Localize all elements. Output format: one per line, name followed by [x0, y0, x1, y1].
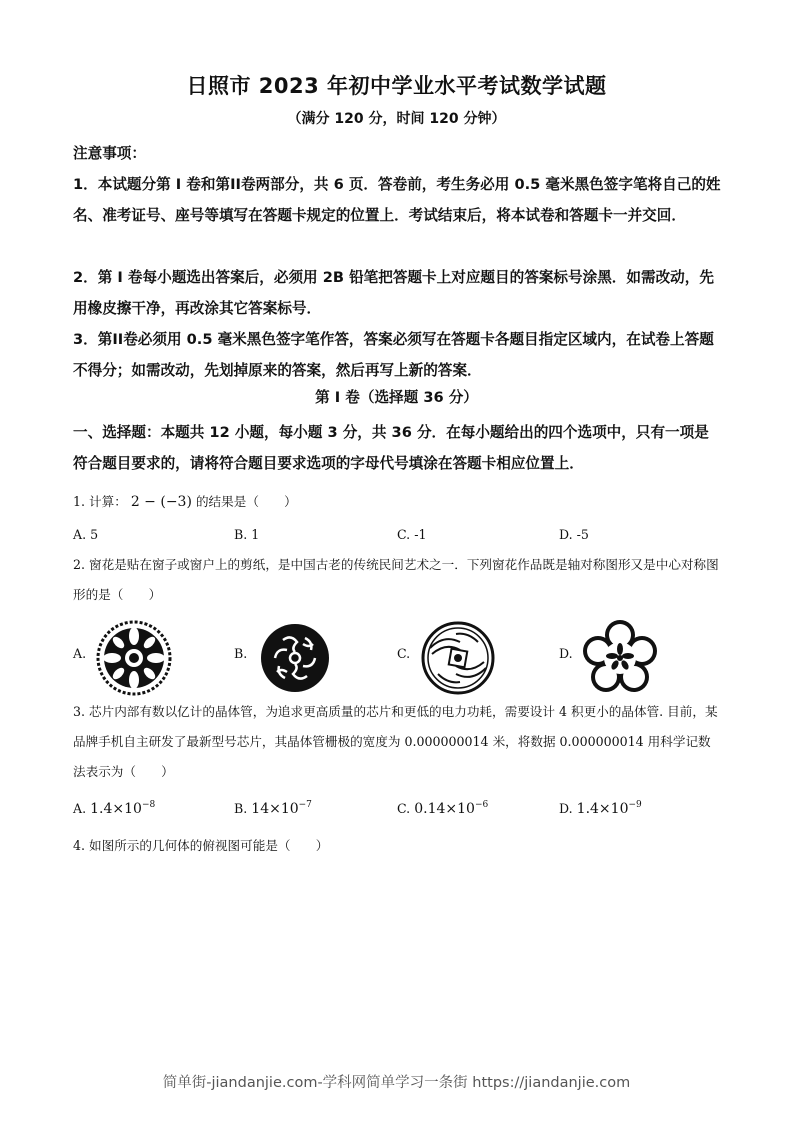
q3-option-c-label: C. [397, 801, 411, 816]
notice-item-1: 1．本试题分第 I 卷和第II卷两部分，共 6 页．答卷前，考生务必用 0.5 毫米黑色签字笔将自己的姓名、准考证号、座号等填写在答题卡规定的位置上．考试结束后，将本试卷和答题卡一并交回． [73, 176, 721, 224]
question-1-prefix: 1. 计算： [73, 494, 127, 509]
section-title: 第 I 卷（选择题 36 分） [315, 389, 478, 406]
q3-option-d-mantissa: 1.4×10 [576, 801, 629, 817]
q2-option-d-label: D. [559, 646, 573, 661]
papercut-plum-blossom-icon [580, 618, 660, 698]
question-4: 4. 如图所示的几何体的俯视图可能是（ ） [73, 838, 329, 853]
page-footer[interactable]: 简单街-jiandanjie.com-学科网简单学习一条街 https://jiandanjie.com [162, 1075, 631, 1091]
question-1-expression: 2 − (−3) [130, 494, 192, 510]
question-1-options [73, 527, 723, 549]
question-2: 2. 窗花是贴在窗子或窗户上的剪纸，是中国古老的传统民间艺术之一．下列窗花作品既是轴对称图形又是中心对称图形的是（ ） [73, 557, 719, 602]
q2-option-c-label: C. [397, 646, 411, 661]
question-3: 3. 芯片内部有数以亿计的晶体管，为追求更高质量的芯片和更低的电力功耗，需要设计 4 积更小的晶体管. 目前，某品牌手机自主研发了最新型号芯片，其晶体管栅极的宽度为 0.000000014 米，将数据 0.000000014 用科学记数法表示为（ ） [73, 704, 718, 779]
q3-option-b[interactable] [234, 800, 312, 817]
q2-option-a-label: A. [73, 646, 87, 661]
page-title: 日照市 2023 年初中学业水平考试数学试题 [186, 74, 607, 98]
section-intro: 一、选择题：本题共 12 小题，每小题 3 分，共 36 分．在每小题给出的四个选项中，只有一项是符合题目要求的，请将符合题目要求选项的字母代号填涂在答题卡相应位置上． [73, 424, 709, 472]
q3-option-d[interactable] [559, 800, 642, 817]
q3-option-a-mantissa: 1.4×10 [90, 801, 142, 817]
notice-heading: 注意事项： [73, 145, 146, 162]
q3-option-c[interactable] [397, 800, 488, 817]
q3-option-c-mantissa: 0.14×10 [414, 801, 475, 817]
q3-option-a-exponent: −8 [141, 800, 156, 810]
q2-option-b-label: B. [234, 646, 248, 661]
q3-option-a-label: A. [73, 801, 87, 816]
page-subtitle: （满分 120 分，时间 120 分钟） [287, 111, 506, 127]
papercut-fish-circle-icon [418, 618, 498, 698]
q3-option-b-mantissa: 14×10 [251, 801, 299, 817]
notice-item-3: 3．第II卷必须用 0.5 毫米黑色签字笔作答，答案必须写在答题卡各题目指定区域内，在试卷上答题不得分；如需改动，先划掉原来的答案，然后再写上新的答案． [73, 331, 714, 379]
q3-option-a[interactable] [73, 800, 155, 817]
papercut-swirl-circle-icon [255, 618, 335, 698]
notice-item-2: 2．第 I 卷每小题选出答案后，必须用 2B 铅笔把答题卡上对应题目的答案标号涂黑．如需改动，先用橡皮擦干净，再改涂其它答案标号． [73, 269, 714, 317]
q3-option-b-exponent: −7 [298, 800, 312, 810]
q3-option-d-label: D. [559, 801, 573, 816]
q1-option-d[interactable]: D. -5 [559, 527, 589, 542]
q1-option-b[interactable]: B. 1 [234, 527, 260, 542]
question-1 [73, 487, 723, 517]
q3-option-d-exponent: −9 [628, 800, 642, 810]
q3-option-b-label: B. [234, 801, 248, 816]
q1-option-c[interactable]: C. -1 [397, 527, 427, 542]
question-3-options [73, 800, 723, 822]
q1-option-a[interactable]: A. 5 [73, 527, 99, 542]
q3-option-c-exponent: −6 [474, 800, 489, 810]
papercut-circle-flower-icon [94, 618, 174, 698]
question-1-suffix: 的结果是（ ） [195, 494, 297, 509]
